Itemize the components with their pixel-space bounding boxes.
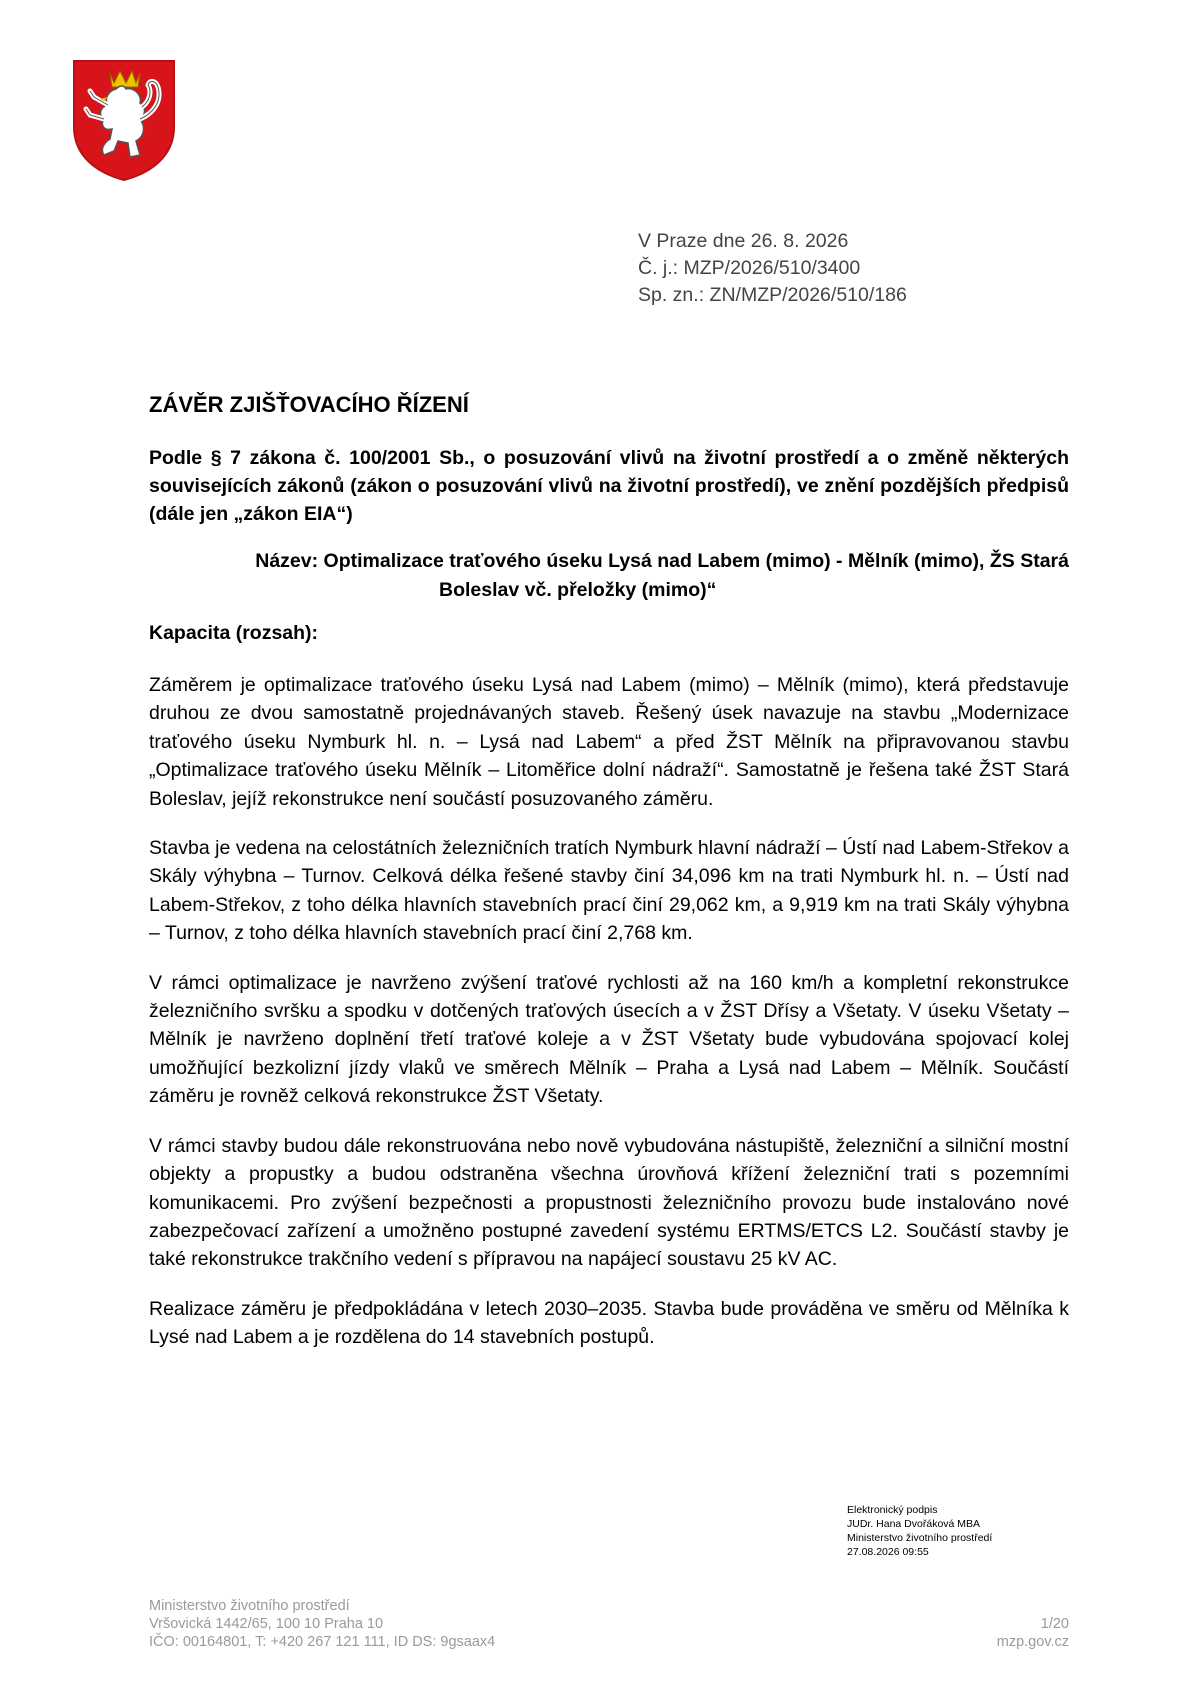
signer-name: JUDr. Hana Dvořáková MBA: [847, 1518, 981, 1530]
body-paragraph: Realizace záměru je předpokládána v letech 2030–2035. Stavba bude prováděna ve směru od Mělníka k Lysé nad Labem a je rozdělena do 14 stavebních postupů.: [149, 1297, 1069, 1349]
footer-address: Vršovická 1442/65, 100 10 Praha 10: [149, 1616, 384, 1632]
body-paragraph: V rámci optimalizace je navrženo zvýšení traťové rychlosti až na 160 km/h a kompletní rekonstrukce železničního svršku a spodku v dotčených traťových úsecích a v ŽST Dřísy a Všetaty. V úseku Všetaty – Mělník je navrženo doplnění třetí traťové koleje a v ŽST Všetaty bude vybudována spojovací kolej umožňující bezkolizní jízdy vlaků ve směrech Mělník – Praha a Lysá nad Labem – Mělník. Součástí záměru je rovněž celková rekonstrukce ŽST Všetaty.: [149, 971, 1069, 1108]
date-line: V Praze dne 26. 8. 2026: [638, 230, 849, 252]
reference-block: [638, 228, 907, 309]
electronic-signature: [847, 1503, 992, 1559]
page-footer: [149, 1597, 1069, 1651]
signature-label: Elektronický podpis: [847, 1504, 938, 1516]
czech-lion-emblem-icon: [70, 57, 178, 183]
capacity-label: Kapacita (rozsah):: [149, 622, 319, 644]
project-title: [149, 547, 1069, 605]
signature-timestamp: 27.08.2026 09:55: [847, 1546, 929, 1558]
page-number: 1/20: [1040, 1616, 1069, 1632]
body-text: [149, 671, 1069, 1373]
footer-website: mzp.gov.cz: [996, 1634, 1069, 1650]
body-paragraph: Záměrem je optimalizace traťového úseku Lysá nad Labem (mimo) – Mělník (mimo), která představuje druhou ze dvou samostatně projednávaných staveb. Řešený úsek navazuje na stavbu „Modernizace traťového úseku Nymburk hl. n. – Lysá nad Labem“ a před ŽST Mělník na připravovanou stavbu „Optimalizace traťového úseku Mělník – Litoměřice dolní nádraží“. Samostatně je řešena také ŽST Stará Boleslav, jejíž rekonstrukce není součástí posuzovaného záměru.: [149, 674, 1069, 810]
body-paragraph: V rámci stavby budou dále rekonstruována nebo nově vybudována nástupiště, železniční a silniční mostní objekty a propustky a budou odstraněna všechna úrovňová křížení železniční trati s pozemními komunikacemi. Pro zvýšení bezpečnosti a propustnosti železničního provozu bude instalováno nové zabezpečovací zařízení a umožněno postupné zavedení systému ERTMS/ETCS L2. Součástí stavby je také rekonstrukce trakčního vedení s přípravou na napájecí soustavu 25 kV AC.: [149, 1134, 1069, 1271]
file-mark: Sp. zn.: ZN/MZP/2026/510/186: [638, 284, 907, 306]
footer-ids: IČO: 00164801, T: +420 267 121 111, ID DS: 9gsaax4: [149, 1634, 496, 1650]
project-title-line-1: Název: Optimalizace traťového úseku Lysá nad Labem (mimo) - Mělník (mimo), ŽS Stará: [255, 550, 1069, 572]
body-paragraph: Stavba je vedena na celostátních železničních tratích Nymburk hlavní nádraží – Ústí nad Labem-Střekov a Skály výhybna – Turnov. Celková délka řešené stavby činí 34,096 km na trati Nymburk hl. n. – Ústí nad Labem-Střekov, z toho délka hlavních stavebních prací činí 29,062 km, a 9,919 km na trati Skály výhybna – Turnov, z toho délka hlavních stavebních prací činí 2,768 km.: [149, 837, 1069, 945]
legal-basis: Podle § 7 zákona č. 100/2001 Sb., o posuzování vlivů na životní prostředí a o změně některých souvisejících zákonů (zákon o posuzování vlivů na životní prostředí), ve znění pozdějších předpisů (dále jen „zákon EIA“): [149, 447, 1069, 525]
project-title-line-2: Boleslav vč. přeložky (mimo)“: [439, 579, 717, 601]
footer-org: Ministerstvo životního prostředí: [149, 1598, 350, 1614]
signer-organization: Ministerstvo životního prostředí: [847, 1532, 993, 1544]
page-title: ZÁVĚR ZJIŠŤOVACÍHO ŘÍZENÍ: [149, 392, 469, 417]
reference-number: Č. j.: MZP/2026/510/3400: [638, 257, 861, 279]
